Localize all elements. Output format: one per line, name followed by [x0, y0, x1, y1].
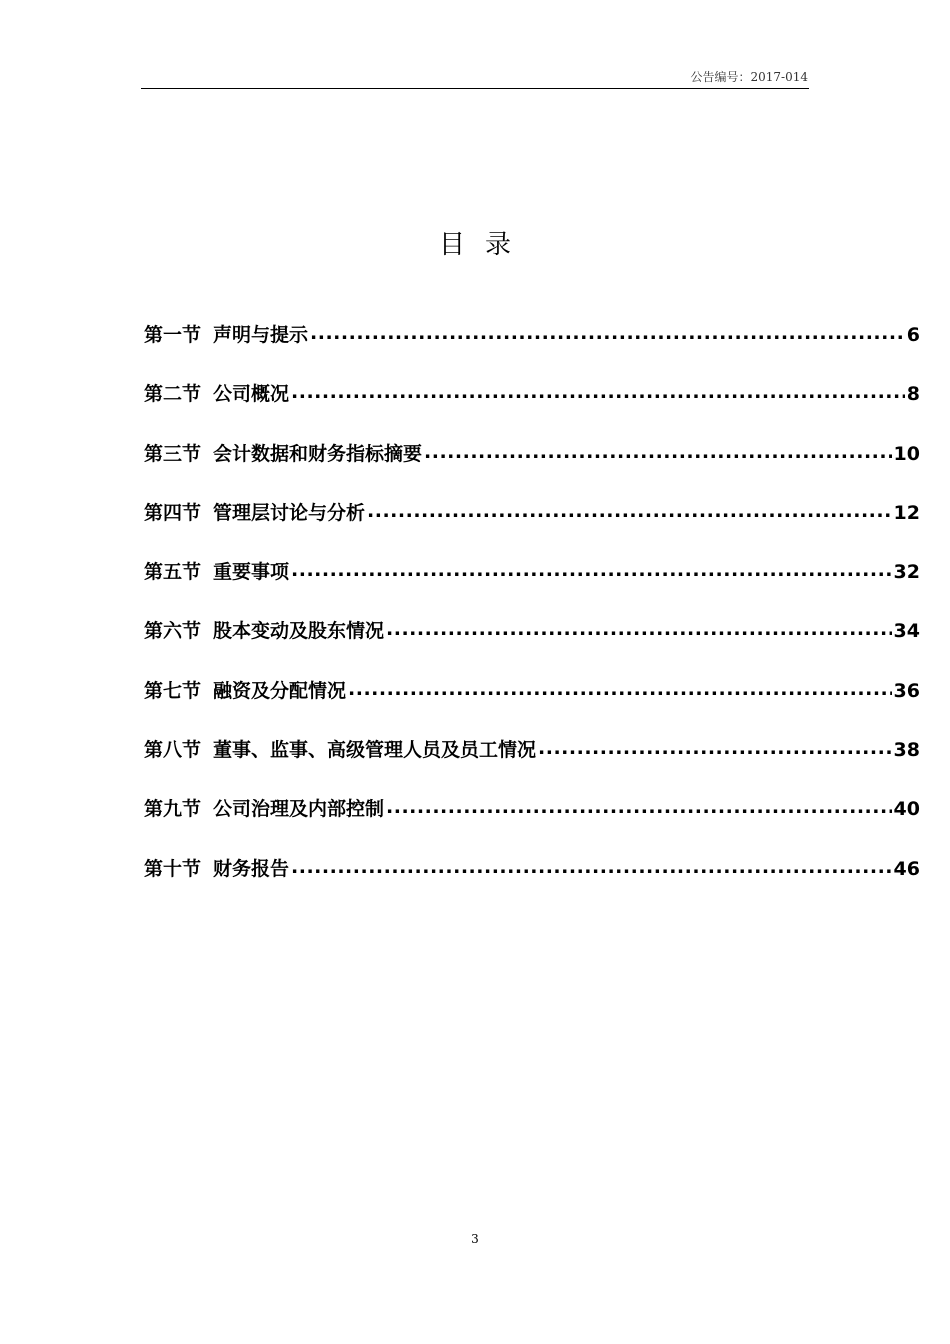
toc-section-title: 公司治理及内部控制: [213, 798, 385, 821]
toc-entry[interactable]: [144, 498, 920, 557]
page-title: 目录: [438, 230, 531, 260]
toc-section-number: 第六节: [144, 620, 202, 643]
toc-dot-leader: [291, 856, 892, 875]
toc-section-title: 声明与提示: [213, 324, 309, 346]
toc-entry[interactable]: [144, 557, 920, 616]
toc-entry[interactable]: [144, 794, 920, 853]
toc-dot-leader: [367, 500, 892, 519]
announcement-number: 公告编号：2017-014: [690, 70, 808, 84]
toc-page-number: 32: [893, 561, 920, 584]
header-divider: [141, 88, 809, 89]
toc-dot-leader: [424, 441, 892, 460]
toc-section-title: 财务报告: [213, 857, 290, 880]
toc-page-number: 34: [893, 620, 920, 643]
toc-section-title: 公司概况: [213, 383, 290, 406]
toc-entry[interactable]: [144, 735, 920, 794]
toc-page-number: 40: [893, 798, 920, 821]
toc-dot-leader: [310, 322, 905, 341]
toc-dot-leader: [348, 678, 892, 697]
page-number: 3: [471, 1232, 479, 1246]
table-of-contents: [144, 320, 920, 913]
toc-entry[interactable]: [144, 616, 920, 675]
toc-page-number: 8: [906, 383, 920, 406]
toc-section-title: 重要事项: [213, 561, 290, 584]
toc-page-number: 36: [893, 679, 920, 702]
toc-dot-leader: [291, 381, 905, 400]
toc-page-number: 46: [893, 857, 920, 880]
toc-page-number: 10: [893, 442, 920, 465]
toc-dot-leader: [386, 618, 892, 637]
toc-dot-leader: [386, 796, 892, 815]
toc-section-number: 第十节: [144, 857, 202, 880]
toc-section-title: 融资及分配情况: [213, 679, 347, 702]
toc-section-number: 第四节: [144, 501, 202, 524]
toc-section-title: 董事、监事、高级管理人员及员工情况: [213, 739, 537, 762]
toc-section-title: 管理层讨论与分析: [213, 501, 366, 524]
toc-dot-leader: [538, 737, 892, 756]
toc-dot-leader: [291, 559, 892, 578]
toc-section-title: 股本变动及股东情况: [213, 620, 385, 643]
toc-page-number: 38: [893, 739, 920, 762]
toc-entry[interactable]: [144, 379, 920, 438]
toc-page-number: 6: [906, 324, 920, 346]
toc-section-number: 第八节: [144, 739, 202, 762]
toc-entry[interactable]: [144, 439, 920, 498]
toc-section-number: 第二节: [144, 383, 202, 406]
toc-page-number: 12: [893, 501, 920, 524]
toc-entry[interactable]: [144, 320, 920, 379]
toc-section-number: 第九节: [144, 798, 202, 821]
toc-entry[interactable]: [144, 676, 920, 735]
toc-section-title: 会计数据和财务指标摘要: [213, 442, 423, 465]
toc-entry[interactable]: [144, 854, 920, 913]
toc-section-number: 第一节: [144, 324, 202, 346]
toc-section-number: 第五节: [144, 561, 202, 584]
toc-section-number: 第七节: [144, 679, 202, 702]
toc-section-number: 第三节: [144, 442, 202, 465]
